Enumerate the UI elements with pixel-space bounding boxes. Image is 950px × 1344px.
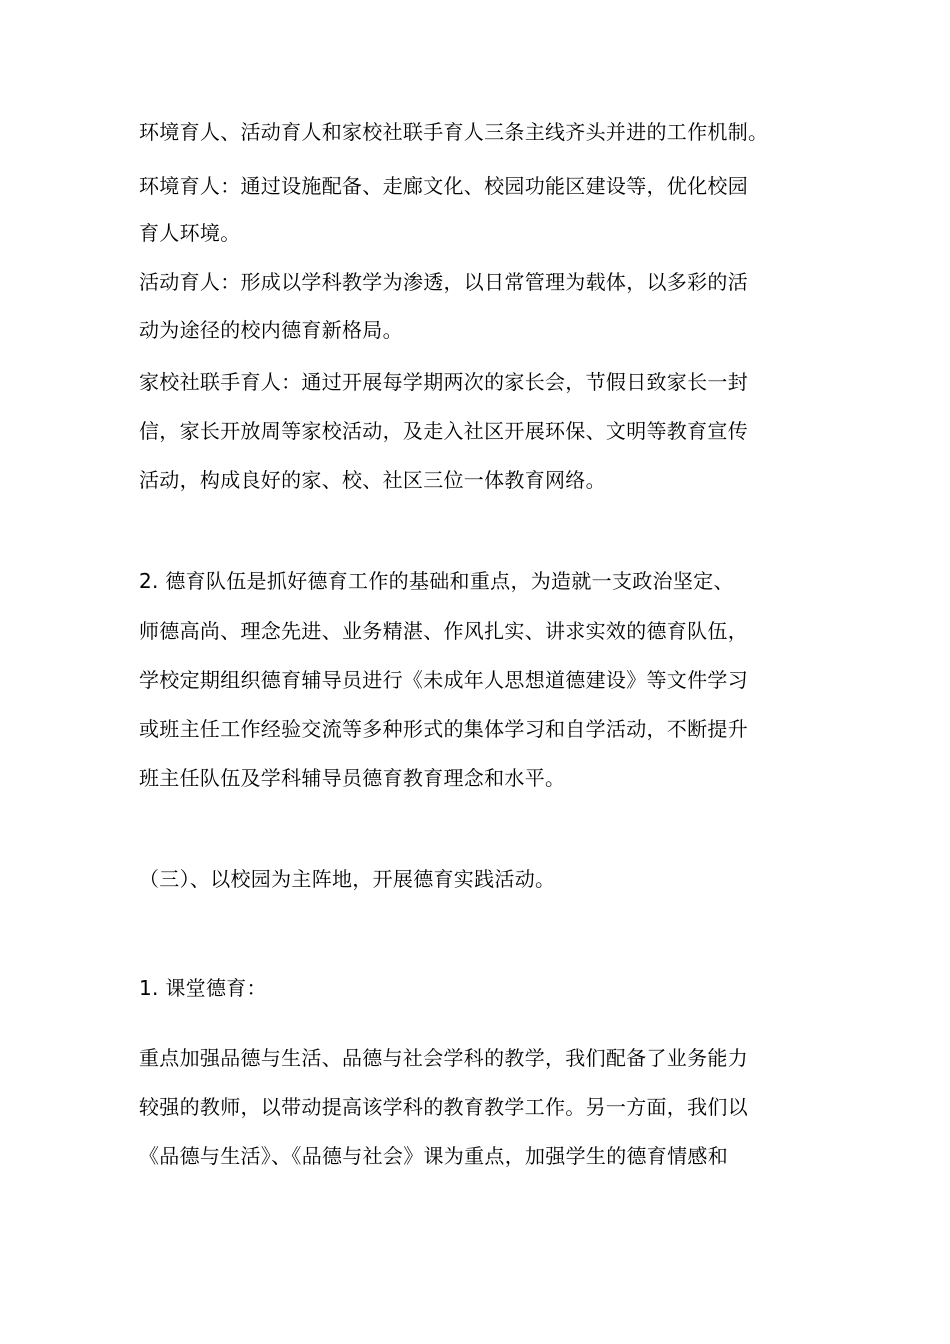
text-line: 班主任队伍及学科辅导员德育教育理念和水平。 — [139, 766, 566, 790]
text-line: 活动，构成良好的家、校、社区三位一体教育网络。 — [139, 468, 606, 492]
text-line: 师德高尚、理念先进、业务精湛、作风扎实、讲求实效的德育队伍， — [139, 619, 748, 643]
text-line: 《品德与生活》、《品德与社会》课为重点，加强学生的德育情感和 — [139, 1144, 728, 1168]
text-line: 活动育人：形成以学科教学为渗透，以日常管理为载体，以多彩的活 — [139, 270, 748, 294]
text-line: 动为途径的校内德育新格局。 — [139, 318, 403, 342]
section-heading: （三）、以校园为主阵地，开展德育实践活动。 — [139, 867, 556, 891]
text-line: 育人环境。 — [139, 221, 241, 245]
text-line: 较强的教师，以带动提高该学科的教育教学工作。另一方面，我们以 — [139, 1095, 748, 1119]
text-line: 学校定期组织德育辅导员进行《未成年人思想道德建设》等文件学习 — [139, 668, 748, 692]
text-line: 或班主任工作经验交流等多种形式的集体学习和自学活动，不断提升 — [139, 717, 748, 741]
text-line: 重点加强品德与生活、品德与社会学科的教学，我们配备了业务能力 — [139, 1046, 748, 1070]
text-line: 环境育人：通过设施配备、走廊文化、校园功能区建设等，优化校园 — [139, 174, 748, 198]
text-line: 家校社联手育人：通过开展每学期两次的家长会，节假日致家长一封 — [139, 370, 748, 394]
text-line: 信，家长开放周等家校活动，及走入社区开展环保、文明等教育宣传 — [139, 419, 748, 443]
subsection-heading: 1. 课堂德育： — [139, 976, 267, 1000]
text-line: 环境育人、活动育人和家校社联手育人三条主线齐头并进的工作机制。 — [139, 120, 769, 144]
text-line: 2. 德育队伍是抓好德育工作的基础和重点，为造就一支政治坚定、 — [139, 569, 734, 593]
